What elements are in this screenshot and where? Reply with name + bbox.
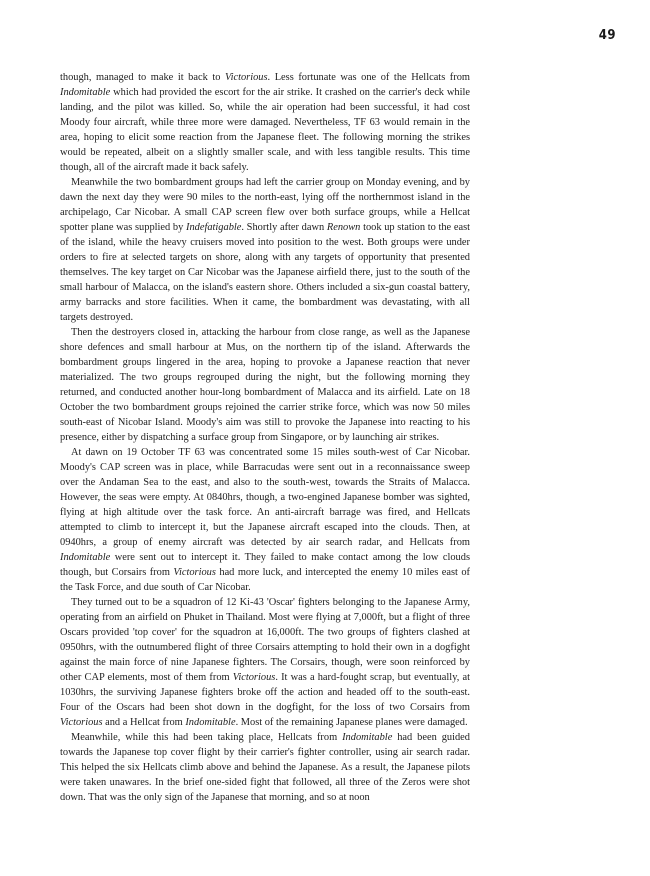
page-number: 49 — [598, 28, 616, 43]
paragraph — [60, 70, 470, 175]
text-run: . It was a hard-fought scrap, but eventually, at 1030hrs, the surviving Japanese fighters broke off the action and headed off to the south-east. Four of the Oscars had been shot down in the dogfight, for the loss of two Corsairs from — [60, 672, 470, 713]
italic-text: Victorious — [225, 72, 268, 83]
text-run: . Less fortunate was one of the Hellcats from — [267, 72, 471, 83]
italic-text: Victorious — [173, 567, 216, 578]
text-run: had been guided towards the Japanese top cover flight by their carrier's fighter controller, using air search radar. This helped the six Hellcats climb above and behind the Japanese. As a result, the Japanese pilots were taken unawares. In the brief one-sided fight that followed, all three of the Zeros were shot down. That was the only sign of the Japanese that morning, and so at noon — [60, 732, 470, 803]
text-run: though, managed to make it back to — [60, 72, 226, 83]
italic-text: Indomitable — [342, 732, 393, 743]
text-run: Meanwhile, while this had been taking place, Hellcats from — [71, 732, 343, 743]
italic-text: Indomitable — [185, 717, 236, 728]
text-run: Meanwhile the two bombardment groups had left the carrier group on Monday evening, and by dawn the next day they were 90 miles to the north-east, lying off the northernmost island in the archipelago, Car Nicobar. A small CAP screen flew over both surface groups, while a Hellcat spotter plane was supplied by — [60, 177, 470, 233]
italic-text: Renown — [326, 222, 361, 233]
paragraph — [60, 730, 470, 805]
text-run: which had provided the escort for the air strike. It crashed on the carrier's deck while landing, and the pilot was killed. So, while the air operation had been successful, it had cost Moody four aircraft, while three more were damaged. Nevertheless, TF 63 would remain in the area, hoping to elicit some reaction from the Japanese fleet. The following morning the strikes would be repeated, albeit on a slightly smaller scale, and with less tangible results. This time though, all of the aircraft made it back safely. — [60, 87, 470, 173]
paragraph — [60, 595, 470, 730]
text-run: had more luck, and intercepted the enemy 10 miles east of the Task Force, and due south of Car Nicobar. — [60, 567, 470, 593]
italic-text: Indomitable — [60, 552, 111, 563]
text-run: They turned out to be a squadron of 12 Ki-43 'Oscar' fighters belonging to the Japanese Army, operating from an airfield on Phuket in Thailand. Most were flying at 7,000ft, but a flight of three Oscars provided 'top cover' for the squadron at 16,000ft. The two groups of fighters clashed at 0950hrs, with the outnumbered flight of three Corsairs attempting to hold their own in a dogfight against the main force of nine Japanese fighters. The Corsairs, though, were soon reinforced by other CAP elements, most of them from — [60, 597, 470, 683]
paragraph — [60, 445, 470, 595]
text-run: were sent out to intercept it. They failed to make contact among the low clouds though, but Corsairs from — [60, 552, 470, 578]
paragraph — [60, 325, 470, 445]
text-run: . Shortly after dawn — [241, 222, 327, 233]
text-run: took up station to the east of the island, while the heavy cruisers moved into position to the west. Both groups were under orders to fire at selected targets on shore, along with any targets of opportunity that presented themselves. The key target on Car Nicobar was the Japanese airfield there, just to the south of the small harbour of Malacca, on the island's eastern shore. Others included a six-gun coastal battery, army barracks and store facilities. When it came, the bombardment was devastating, with all targets destroyed. — [60, 222, 471, 323]
text-run: . Most of the remaining Japanese planes were damaged. — [235, 717, 468, 728]
italic-text: Indomitable — [60, 87, 111, 98]
text-run: Then the destroyers closed in, attacking the harbour from close range, as well as the Japanese shore defences and small harbour at Mus, on the northern tip of the island. Afterwards the bombardment groups lingered in the area, hoping to provoke a Japanese reaction that never materialized. The two groups regrouped during the night, but the following morning they returned, and conducted another hour-long bombardment of Malacca and its airfield. Late on 18 October the two bombardment groups rejoined the carrier strike force, which was now 50 miles south-east of Nicobar Island. Moody's aim was still to provoke the Japanese into reacting to his presence, either by dispatching a surface group from Singapore, or by launching air strikes. — [60, 327, 470, 443]
body-text — [60, 70, 470, 805]
paragraph — [60, 175, 470, 325]
italic-text: Victorious — [232, 672, 276, 683]
text-run: and a Hellcat from — [102, 717, 186, 728]
italic-text: Indefatigable — [185, 222, 242, 233]
italic-text: Victorious — [60, 717, 103, 728]
text-run: At dawn on 19 October TF 63 was concentrated some 15 miles south-west of Car Nicobar. Moody's CAP screen was in place, while Barracudas were sent out in a reconnaissance sweep over the Andaman Sea to the east, and also to the south-west, towards the Straits of Malacca. However, the seas were empty. At 0840hrs, though, a two-engined Japanese bomber was sighted, flying at high altitude over the task force. An anti-aircraft barrage was fired, and Hellcats attempted to climb to intercept it, but the Japanese aircraft escaped into the clouds. Then, at 0940hrs, a group of enemy aircraft was detected by air search radar, and Hellcats from — [60, 447, 470, 548]
